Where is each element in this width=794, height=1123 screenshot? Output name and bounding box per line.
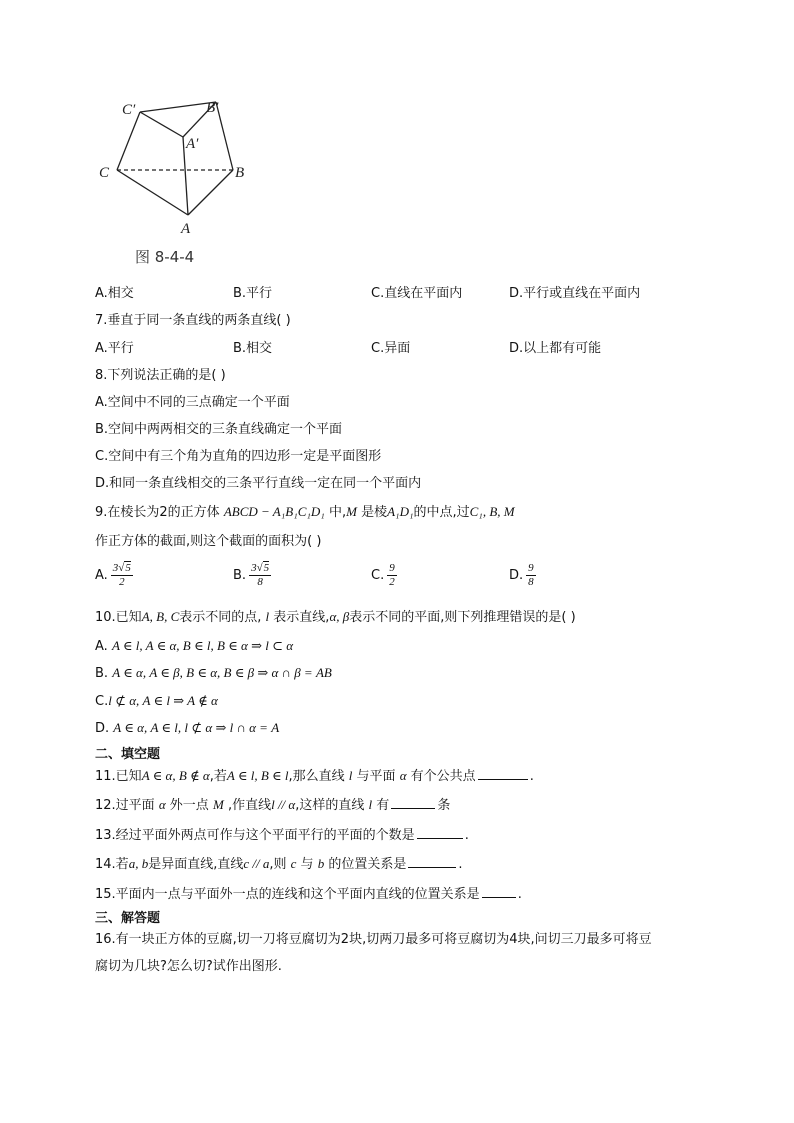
q14-text-a: 14.若 [95,857,129,872]
q9-cube: ABCD − A₁B₁C₁D₁ [223,504,325,519]
q14-math-2: c // a [243,856,270,871]
q9-option-b-fraction: $\frac{3√5}{8}$ [251,562,270,588]
q16-line1: 16.有一块正方体的豆腐,切一刀将豆腐切为2块,切两刀最多可将豆腐切为4块,问切三刀最多可将豆 [95,932,652,947]
q12-math-1: α [158,797,166,812]
q11-math-4: α [399,768,407,783]
label-a: A [181,221,191,237]
q6-option-a: A.相交 [95,286,134,301]
q16-line2: 腐切为几块?怎么切?试作出图形. [95,959,282,974]
q9-option-c [371,562,397,589]
q11-math-1: A ∈ α, B ∉ α [141,768,210,783]
q10-option-d-label: D. [95,721,110,736]
q10-stem [95,608,576,627]
q9-d-den: 8 [528,576,534,588]
label-c: C [99,165,110,181]
q14 [95,855,462,874]
q10-text-d: 表示不同的平面,则下列推理错误的是( ) [349,610,576,625]
q9-d-num: 9 [528,562,534,574]
q8-option-a: A.空间中不同的三点确定一个平面 [95,395,290,410]
edge-cprime-bprime [140,102,216,112]
figure-caption: 图 8-4-4 [135,248,195,266]
q11-text-b: ,若 [209,769,227,784]
q10-points: A, B, C [141,609,180,624]
q12-text-e: 有 [376,798,390,813]
q9-a-den: 2 [119,576,125,588]
q11-text-a: 11.已知 [95,769,142,784]
q9-b-den: 8 [257,576,263,588]
q9-text-b: 中, [328,505,347,520]
q8-option-c: C.空间中有三个角为直角的四边形一定是平面图形 [95,449,382,464]
q8-option-d: D.和同一条直线相交的三条平行直线一定在同一个平面内 [95,476,422,491]
q10-option-c-expr: l ⊄ α, A ∈ l ⇒ A ∉ α [108,693,218,708]
q9-a-coef: 3 [112,562,119,574]
label-b-prime: B′ [206,100,219,116]
q14-text-f: . [458,857,463,872]
q9-a-radicand: 5 [125,562,131,574]
q13 [95,826,469,845]
q9-c-den: 2 [389,576,395,588]
q14-text-c: ,则 [269,857,287,872]
q7-option-b: B.相交 [233,341,273,356]
q9-option-b [233,562,271,589]
q12-math-3: l // α [271,797,296,812]
q15-text-a: 15.平面内一点与平面外一点的连线和这个平面内直线的位置关系是 [95,887,480,902]
q9-stem [95,503,515,522]
label-a-prime: A′ [186,136,199,152]
q9-option-c-fraction [387,562,397,589]
q12-text-b: 外一点 [169,798,209,813]
q15 [95,885,522,904]
q9-option-d-fraction [526,562,536,589]
q10-option-c [95,692,218,711]
edge-c-a [117,170,188,215]
q7-stem: 7.垂直于同一条直线的两条直线( ) [95,313,291,328]
q7-option-c: C.异面 [371,341,411,356]
q15-answer-blank[interactable] [482,885,516,898]
q13-text-b: . [464,828,469,843]
q6-option-c: C.直线在平面内 [371,286,463,301]
q11 [95,767,534,786]
q9-points: C₁, B, M [469,504,515,519]
q14-text-e: 的位置关系是 [328,857,407,872]
q10-option-b-label: B. [95,666,109,681]
q8-stem: 8.下列说法正确的是( ) [95,368,226,383]
q8-option-b: B.空间中两两相交的三条直线确定一个平面 [95,422,343,437]
q9-c-num: 9 [389,562,395,574]
q9-option-a-fraction: $\frac{3√5}{2}$ [112,562,131,588]
q10-text-c: 表示直线, [273,610,330,625]
q9-b-coef: 3 [251,562,257,574]
q12-answer-blank[interactable] [391,796,435,809]
q15-text-b: . [517,887,522,902]
q12-text-c: ,作直线 [227,798,272,813]
edge-b-bprime [216,102,233,170]
q14-math-3: c [290,856,297,871]
q9-option-d [509,562,536,589]
q11-answer-blank[interactable] [478,767,528,780]
q10-option-c-label: C. [95,694,109,709]
q9-text-a: 9.在棱长为2的正方体 [95,505,220,520]
q13-answer-blank[interactable] [417,826,463,839]
q9-b-radicand: 5 [263,562,270,574]
edge-cprime-aprime [140,112,183,137]
q10-text-a: 10.已知 [95,610,142,625]
q14-text-b: 是异面直线,直线 [148,857,244,872]
q9-option-a [95,562,133,589]
q9-stem-line2: 作正方体的截面,则这个截面的面积为( ) [95,534,322,549]
q11-text-d: 与平面 [356,769,396,784]
q13-text-a: 13.经过平面外两点可作与这个平面平行的平面的个数是 [95,828,415,843]
q9-option-c-label: C. [371,568,385,583]
q12-text-f: 条 [437,798,451,813]
q10-option-b [95,664,332,683]
q12-math-2: M [212,797,224,812]
q10-line-l: l [265,609,270,624]
q12-math-4: l [368,797,373,812]
q9-edge: A₁D₁ [387,504,414,519]
section-fill-in-title: 二、填空题 [95,747,161,762]
q9-option-b-label: B. [233,568,247,583]
section-solution-title: 三、解答题 [95,911,161,926]
q10-option-b-expr: A ∈ α, A ∈ β, B ∈ α, B ∈ β ⇒ α ∩ β = AB [112,665,332,680]
q11-math-3: l [348,768,353,783]
q9-text-c: 是棱 [361,505,388,520]
q11-math-2: A ∈ l, B ∈ l [226,768,289,783]
q7-option-d: D.以上都有可能 [509,341,602,356]
q7-option-a: A.平行 [95,341,134,356]
q11-text-e: 有个公共点 [410,769,476,784]
figure-8-4-4 [95,97,260,275]
q10-option-d [95,719,279,738]
q11-text-c: ,那么直线 [288,769,345,784]
q10-text-b: 表示不同的点, [179,610,262,625]
q10-option-d-expr: A ∈ α, A ∈ l, l ⊄ α ⇒ l ∩ α = A [113,720,280,735]
q12 [95,796,450,815]
prism-diagram [95,97,260,275]
q9-option-d-label: D. [509,568,524,583]
q14-math-1: a, b [128,856,149,871]
label-b: B [235,165,245,181]
edge-c-cprime [117,112,140,170]
q14-math-4: b [317,856,325,871]
q6-option-d: D.平行或直线在平面内 [509,286,641,301]
edge-a-b [188,170,233,215]
q11-text-f: . [529,769,534,784]
q10-option-a-expr: A ∈ l, A ∈ α, B ∈ l, B ∈ α ⇒ l ⊂ α [111,638,294,653]
q10-option-a [95,637,293,656]
label-c-prime: C′ [122,102,136,118]
q9-text-d: 的中点,过 [413,505,470,520]
q9-option-a-label: A. [95,568,108,583]
q14-answer-blank[interactable] [408,855,456,868]
q6-option-b: B.平行 [233,286,273,301]
q9-m: M [346,504,357,519]
q12-text-d: ,这样的直线 [295,798,365,813]
q14-text-d: 与 [300,857,314,872]
q12-text-a: 12.过平面 [95,798,155,813]
q10-option-a-label: A. [95,639,108,654]
q10-planes: α, β [329,609,350,624]
